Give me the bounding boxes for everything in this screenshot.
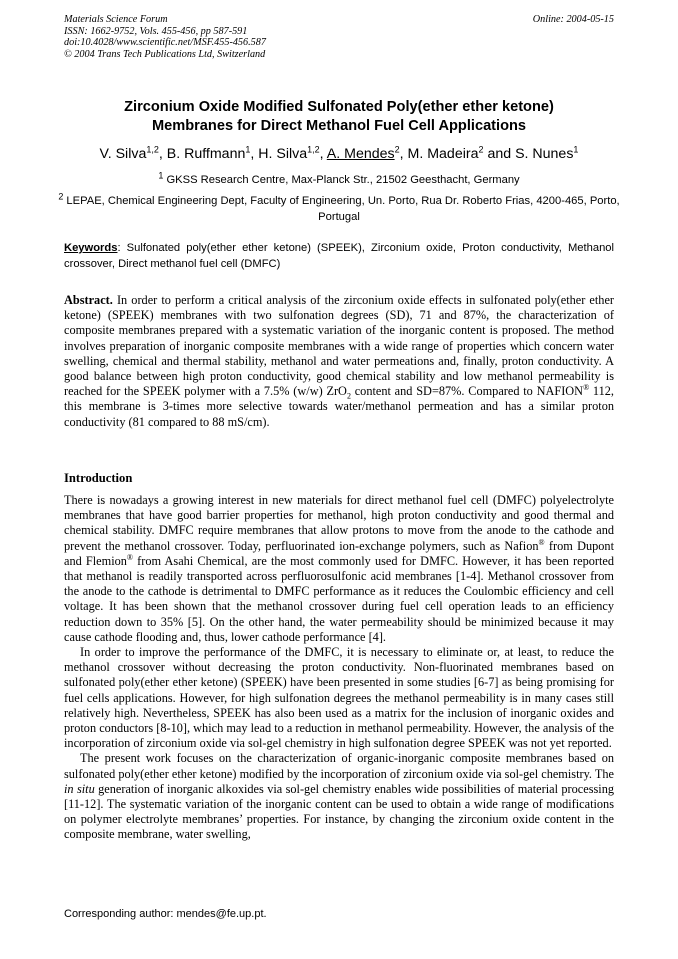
paragraph: The present work focuses on the characterization of organic-inorganic composite membranes based on sulfonated poly(ether ether ketone) modified by the incorporation of zirconium oxide via sol-gel chemistry. The in situ generation of inorganic alkoxides via sol-gel chemistry enables wide possibilities of material processing [11-12]. The systematic variation of the inorganic content can be used to obtain a wide range of modifications on polymer electrolyte membranes’ properties. For instance, by changing the zirconium oxide content in the composite membrane, water swelling,	[64, 751, 614, 842]
keywords-label: Keywords	[64, 242, 118, 254]
journal-header	[64, 14, 384, 60]
section-heading-introduction: Introduction	[64, 471, 133, 485]
title-line-2: Membranes for Direct Methanol Fuel Cell Applications	[151, 117, 527, 134]
author: H. Silva$^{1,2}$,	[258, 144, 327, 162]
keywords-text: : Sulfonated poly(ether ether ketone) (SPEEK), Zirconium oxide, Proton conductivity, Methanol crossover, Direct methanol fuel cell (DMFC)	[64, 242, 614, 270]
author: V. Silva$^{1,2}$,	[99, 144, 167, 162]
title-line-1: Zirconium Oxide Modified Sulfonated Poly(ether ether ketone)	[124, 99, 554, 115]
corresponding-author-footnote: Corresponding author: mendes@fe.up.pt.	[64, 908, 267, 920]
author: M. Madeira$^2$ and	[407, 144, 516, 162]
copyright: © 2004 Trans Tech Publications Ltd, Switzerland	[64, 48, 266, 60]
issn: ISSN: 1662-9752, Vols. 455-456, pp 587-591	[64, 25, 248, 37]
abstract: Abstract. In order to perform a critical analysis of the zirconium oxide effects in sulfonated poly(ether ether ketone) (SPEEK) membranes with two sulfonation degrees (SD), 71 and 87%, the characterization of composite membranes prepared with a systematic variation of the inorganic content is proposed. The method involves preparation of inorganic composite membranes with a wide range of properties which concern water swelling, chemical and thermal stability, methanol and water permeations and, finally, proton conductivity. A good balance between high proton conductivity, good chemical stability and low methanol permeability is reached for the SPEEK polymer with a 7.5% (w/w) ZrO$_2$ content and SD=87%. Compared to NAFION® 112, this membrane is 3-times more selective towards water/methanol permeation and has a similar proton conductivity (81 compared to 88 mS/cm).	[64, 293, 614, 429]
corresponding-author: A. Mendes$^2$,	[326, 144, 408, 162]
affiliation-1: $^1$ GKSS Research Centre, Max-Planck Str., 21502 Geesthacht, Germany	[158, 170, 520, 186]
author-list	[30, 146, 648, 162]
affiliation-2: $^2$ LEPAE, Chemical Engineering Dept, Faculty of Engineering, Un. Porto, Rua Dr. Roberto Frias, 4200-465, Porto, Portugal	[58, 191, 620, 223]
abstract-label: Abstract.	[64, 293, 113, 307]
online-date: Online: 2004-05-15	[532, 14, 614, 25]
keywords	[64, 241, 614, 272]
paragraph: There is nowadays a growing interest in new materials for direct methanol fuel cell (DMFC) polyelectrolyte membranes that have good barrier properties for methanol, high proton conductivity and good thermal and chemical stability. DMFC require membranes that allow protons to move from the anode to the cathode and prevent the methanol crossover. Today, perfluorinated ion-exchange polymers, such as Nafion® from Dupont and Flemion® from Asahi Chemical, are the most commonly used for DMFC. However, it has been reported that methanol is readily transported across perfluorosulfonic acid membranes [1-4]. Methanol crossover from the anode to the cathode is detrimental to DMFC performance as it reduces the Coulombic efficiency and cell voltage. It has been shown that the methanol crossover during fuel cell operation leads to an efficiency reduction down to 35% [5]. On the other hand, the water permeability should be minimized because it may cause cathode flooding and, thus, lower cathode performance [4].	[64, 493, 614, 644]
introduction-body	[64, 493, 614, 843]
paper-title	[40, 98, 638, 135]
author: S. Nunes$^1$	[515, 144, 579, 162]
doi: doi:10.4028/www.scientific.net/MSF.455-456.587	[64, 37, 266, 49]
author: B. Ruffmann$^1$,	[166, 144, 259, 162]
journal-name: Materials Science Forum	[64, 14, 168, 25]
paragraph: In order to improve the performance of the DMFC, it is necessary to eliminate or, at least, to reduce the methanol crossover without decreasing the proton conductivity. Non-fluorinated membranes based on sulfonated poly(ether ether ketone) (SPEEK) have been presented in some studies [6-7] as being promising for fuel cells applications. However, for high sulfonation degrees the methanol permeability is in many cases still relatively high. Nevertheless, SPEEK has also been used as a matrix for the inclusion of inorganic oxides and proton conductors [8-10], which may lead to a reduction in methanol permeability. However, the analysis of the incorporation of zirconium oxide via sol-gel chemistry in high sulfonation degree SPEEK was not yet reported.	[64, 645, 614, 751]
